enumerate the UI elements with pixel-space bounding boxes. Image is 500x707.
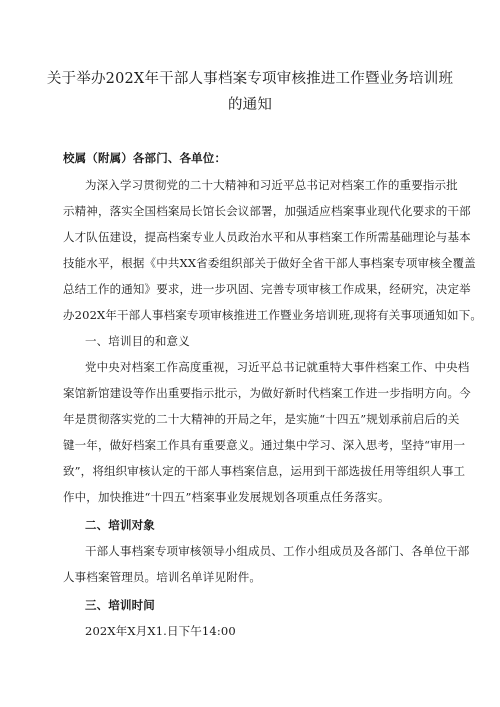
- section-1-line: 案馆新馆建设等作出重要指示批示，为做好新时代档案工作进一步指明方向。今: [63, 386, 471, 400]
- section-2-line: 干部人事档案专项审核领导小组成员、工作小组成员及各部门、各单位干部: [85, 544, 470, 558]
- intro-line: 示精神，落实全国档案局长馆长会议部署，加强适应档案事业现代化要求的干部: [63, 204, 471, 218]
- intro-line: 技能水平，根据《中共XX省委组织部关于做好全省干部人事档案专项审核全覆盖: [63, 256, 476, 270]
- intro-line: 人才队伍建设，提高档案专业人员政治水平和从事档案工作所需基础理论与基本: [63, 230, 471, 244]
- intro-line: 总结工作的通知》要求，进一步巩固、完善专项审核工作成果，经研究，决定举: [63, 282, 471, 296]
- section-2-heading: 二、培训对象: [85, 518, 155, 532]
- intro-line: 办202X年干部人事档案专项审核推进工作暨业务培训班,现将有关事项通知如下。: [63, 308, 482, 322]
- section-1-line: 致”，将组织审核认定的干部人事档案信息，运用到干部选拔任用等组织人事工: [63, 464, 466, 478]
- section-1-line: 党中央对档案工作高度重视，习近平总书记就重特大事件档案工作、中央档: [85, 360, 470, 374]
- salutation: 校属（附属）各部门、各单位：: [63, 151, 227, 165]
- section-3-line: 202X年X月X1.日下午14:00: [85, 624, 236, 638]
- section-1-line: 年是贯彻落实党的二十大精神的开局之年，是实施“十四五”规划承前启后的关: [63, 412, 460, 426]
- document-title-line-1: 关于举办202X年干部人事档案专项审核推进工作暨业务培训班: [46, 71, 454, 87]
- section-1-heading: 一、培训目的和意义: [85, 334, 190, 348]
- document-title-line-2: 的通知: [227, 97, 273, 113]
- section-1-line: 键一年，做好档案工作具有重要意义。通过集中学习、深入思考，坚持“审用一: [63, 438, 466, 452]
- intro-line: 为深入学习贯彻党的二十大精神和习近平总书记对档案工作的重要指示批: [85, 178, 458, 192]
- section-1-line: 作中，加快推进“十四五”档案事业发展规划各项重点任务落实。: [63, 490, 390, 504]
- section-3-heading: 三、培训时间: [85, 598, 155, 612]
- section-2-line: 人事档案管理员。培训名单详见附件。: [63, 570, 262, 584]
